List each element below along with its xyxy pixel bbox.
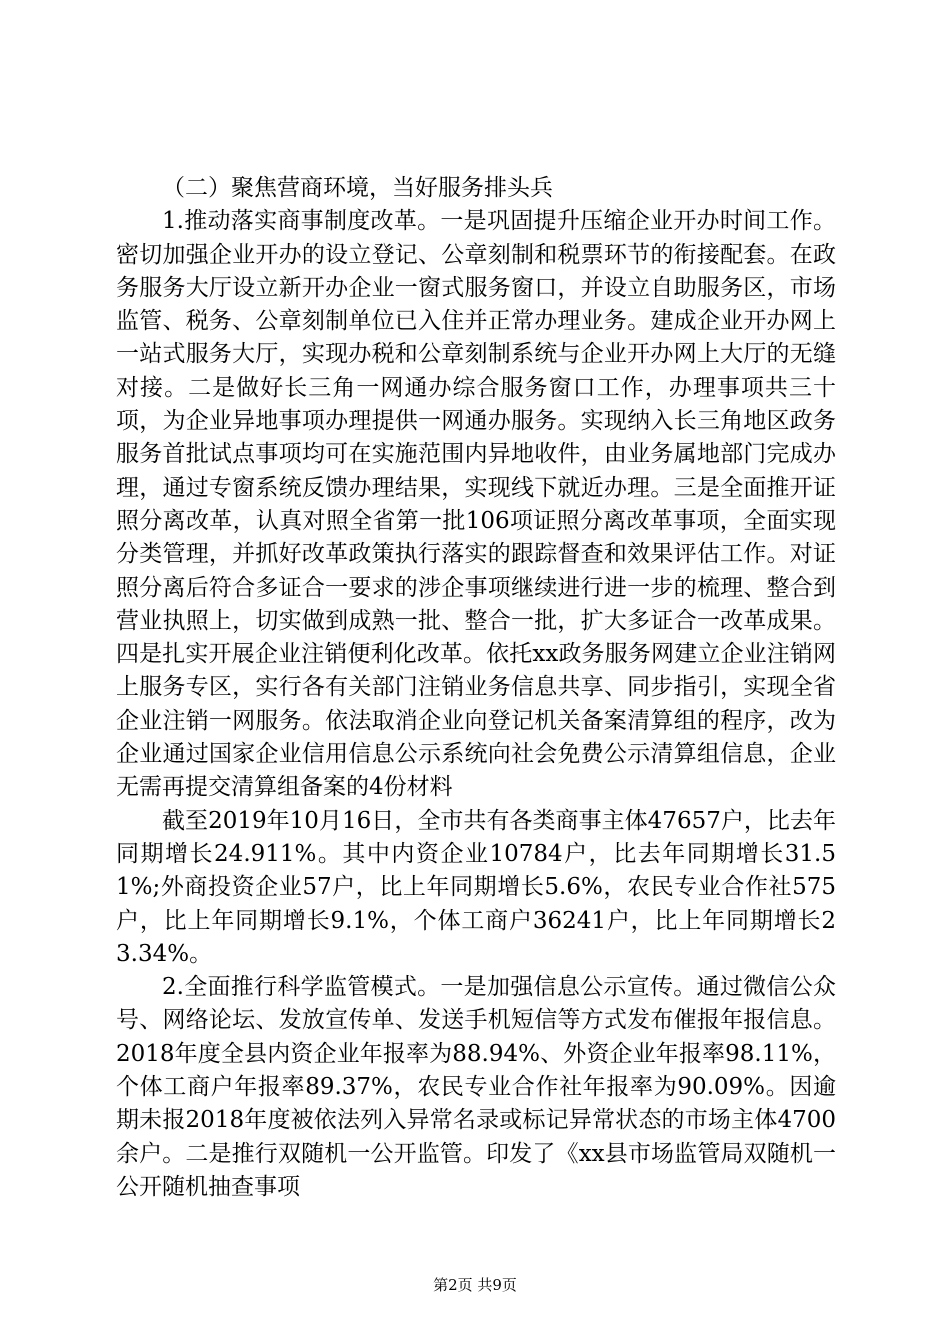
document-body (116, 172, 836, 1204)
page-footer: 第2页 共9页 (433, 1276, 517, 1294)
paragraph-business-reform: 1.推动落实商事制度改革。一是巩固提升压缩企业开办时间工作。密切加强企业开办的设立登记、公章刻制和税票环节的衔接配套。在政务服务大厅设立新开办企业一窗式服务窗口，并设立自助服务区，市场监管、税务、公章刻制单位已入住并正常办理业务。建成企业开办网上一站式服务大厅，实现办税和公章刻制系统与企业开办网上大厅的无缝对接。二是做好长三角一网通办综合服务窗口工作，办理事项共三十项，为企业异地事项办理提供一网通办服务。实现纳入长三角地区政务服务首批试点事项均可在实施范围内异地收件，由业务属地部门完成办理，通过专窗系统反馈办理结果，实现线下就近办理。三是全面推开证照分离改革，认真对照全省第一批106项证照分离改革事项，全面实现分类管理，并抓好改革政策执行落实的跟踪督查和效果评估工作。对证照分离后符合多证合一要求的涉企事项继续进行进一步的梳理、整合到营业执照上，切实做到成熟一批、整合一批，扩大多证合一改革成果。四是扎实开展企业注销便利化改革。依托xx政务服务网建立企业注销网上服务专区，实行各有关部门注销业务信息共享、同步指引，实现全省企业注销一网服务。依法取消企业向登记机关备案清算组的程序，改为企业通过国家企业信用信息公示系统向社会免费公示清算组信息，企业无需再提交清算组备案的4份材料 (116, 208, 836, 801)
paragraph-supervision: 2.全面推行科学监管模式。一是加强信息公示宣传。通过微信公众号、网络论坛、发放宣传单、发送手机短信等方式发布催报年报信息。2018年度全县内资企业年报率为88.94%、外资企业年报率98.11%，个体工商户年报率89.37%，农民专业合作社年报率为90.09%。因逾期未报2018年度被依法列入异常名录或标记异常状态的市场主体4700余户。二是推行双随机一公开监管。印发了《xx县市场监管局双随机一公开随机抽查事项 (116, 974, 836, 1200)
section-heading: （二）聚焦营商环境，当好服务排头兵 (162, 175, 553, 201)
paragraph-statistics: 截至2019年10月16日，全市共有各类商事主体47657户，比去年同期增长24.911%。其中内资企业10784户，比去年同期增长31.51%;外商投资企业57户，比上年同期增长5.6%，农民专业合作社575户，比上年同期增长9.1%，个体工商户36241户，比上年同期增长23.34%。 (116, 807, 836, 967)
